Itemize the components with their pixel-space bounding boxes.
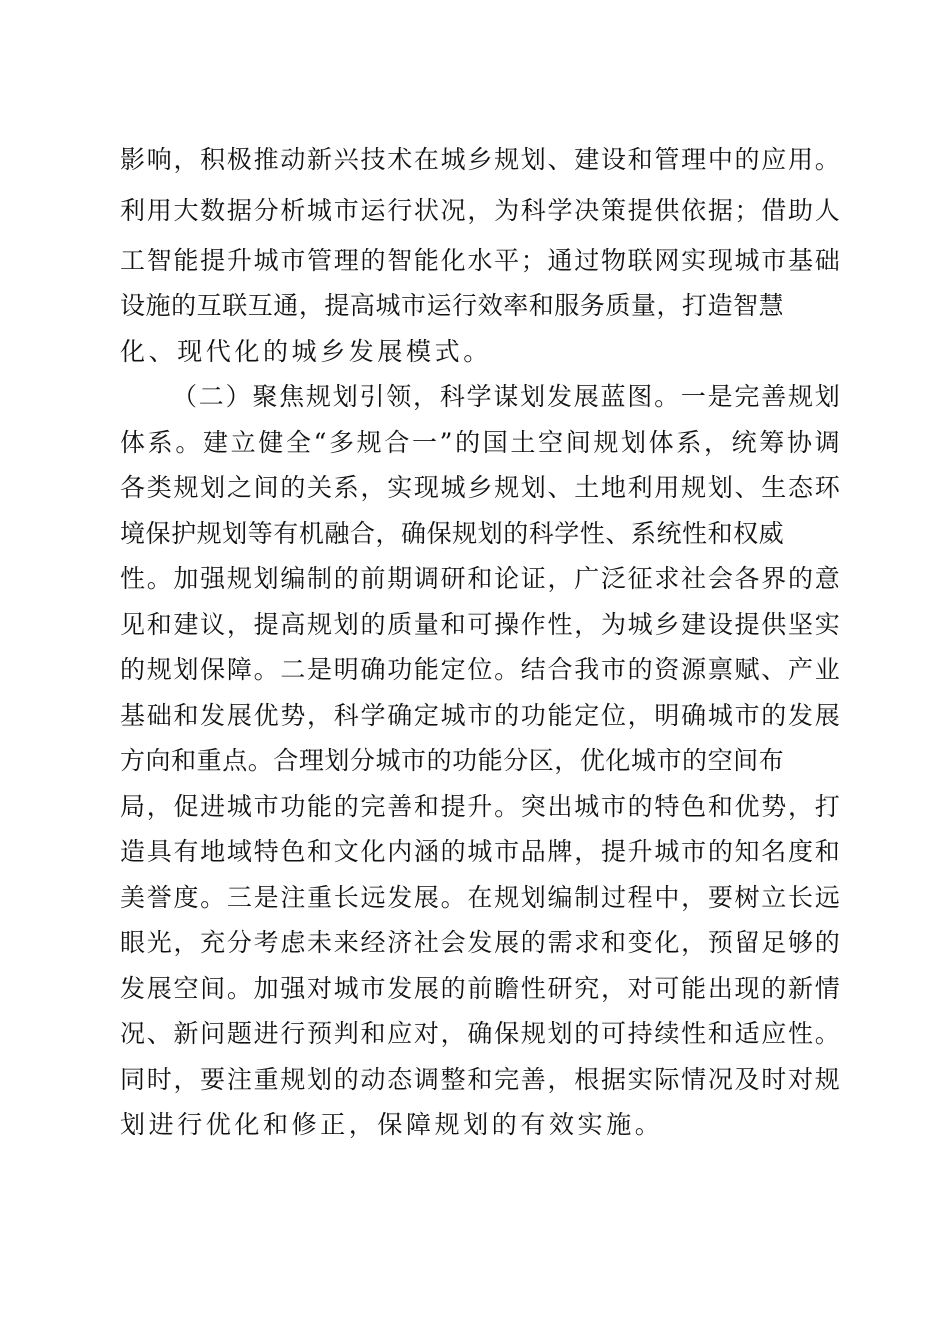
paragraph-2-line-10: 局 ， 促 进 城 市 功 能 的 完 善 和 提 升 。 突 出 城 市 的 特 色 和 优 势 ， 打 xyxy=(120,792,840,821)
paragraph-2-line-4: 境 保 护 规 划 等 有 机 融 合 ， 确 保 规 划 的 科 学 性 、 系 统 性 和 权 威 xyxy=(120,519,784,548)
paragraph-2-line-11: 造 具 有 地 域 特 色 和 文 化 内 涵 的 城 市 品 牌 ， 提 升 城 市 的 知 名 度 和 xyxy=(120,837,840,866)
paragraph-2-line-13: 眼 光 ， 充 分 考 虑 未 来 经 济 社 会 发 展 的 需 求 和 变 化 ， 预 留 足 够 的 xyxy=(120,928,840,957)
paragraph-2-line-6: 见 和 建 议 ， 提 高 规 划 的 质 量 和 可 操 作 性 ， 为 城 乡 建 设 提 供 坚 实 xyxy=(120,610,840,639)
paragraph-1-line-5: 化、现代化的城乡发展模式。 xyxy=(120,337,492,366)
paragraph-2-line-16: 同 时 ， 要 注 重 规 划 的 动 态 调 整 和 完 善 ， 根 据 实 际 情 况 及 时 对 规 xyxy=(120,1065,840,1094)
paragraph-2-line-2: 体 系 。 建 立 健 全 “ 多 规 合 一 ” 的 国 土 空 间 规 划 体 系 ， 统 筹 协 调 xyxy=(120,428,840,457)
paragraph-2-line-8: 基 础 和 发 展 优 势 ， 科 学 确 定 城 市 的 功 能 定 位 ， 明 确 城 市 的 发 展 xyxy=(120,701,840,730)
paragraph-2-line-9: 方 向 和 重 点 。 合 理 划 分 城 市 的 功 能 分 区 ， 优 化 城 市 的 空 间 布 xyxy=(120,746,784,775)
paragraph-2-line-17: 划进行优化和修正，保障规划的有效实施。 xyxy=(120,1110,664,1139)
paragraph-2-line-14: 发 展 空 间 。 加 强 对 城 市 发 展 的 前 瞻 性 研 究 ， 对 可 能 出 现 的 新 情 xyxy=(120,974,840,1003)
paragraph-2-line-7: 的 规 划 保 障 。 二 是 明 确 功 能 定 位 。 结 合 我 市 的 资 源 禀 赋 、 产 业 xyxy=(120,655,840,684)
paragraph-1-line-1: 影 响 ， 积 极 推 动 新 兴 技 术 在 城 乡 规 划 、 建 设 和 管 理 中 的 应 用 。 xyxy=(120,145,840,174)
paragraph-2-line-5: 性 。 加 强 规 划 编 制 的 前 期 调 研 和 论 证 ， 广 泛 征 求 社 会 各 界 的 意 xyxy=(120,564,840,593)
paragraph-2-line-1: （ 二 ） 聚 焦 规 划 引 领 ， 科 学 谋 划 发 展 蓝 图 。 一 是 完 善 规 划 xyxy=(172,382,840,411)
paragraph-1-line-3: 工 智 能 提 升 城 市 管 理 的 智 能 化 水 平 ； 通 过 物 联 网 实 现 城 市 基 础 xyxy=(120,246,840,275)
paragraph-1-line-2: 利 用 大 数 据 分 析 城 市 运 行 状 况 ， 为 科 学 决 策 提 供 依 据 ； 借 助 人 xyxy=(120,196,840,225)
paragraph-2-line-12: 美 誉 度 。 三 是 注 重 长 远 发 展 。 在 规 划 编 制 过 程 中 ， 要 树 立 长 远 xyxy=(120,883,840,912)
paragraph-2-line-15: 况 、 新 问 题 进 行 预 判 和 应 对 ， 确 保 规 划 的 可 持 续 性 和 适 应 性 。 xyxy=(120,1019,840,1048)
paragraph-2-line-3: 各 类 规 划 之 间 的 关 系 ， 实 现 城 乡 规 划 、 土 地 利 用 规 划 、 生 态 环 xyxy=(120,473,840,502)
paragraph-1-line-4: 设 施 的 互 联 互 通 ， 提 高 城 市 运 行 效 率 和 服 务 质 量 ， 打 造 智 慧 xyxy=(120,291,784,320)
